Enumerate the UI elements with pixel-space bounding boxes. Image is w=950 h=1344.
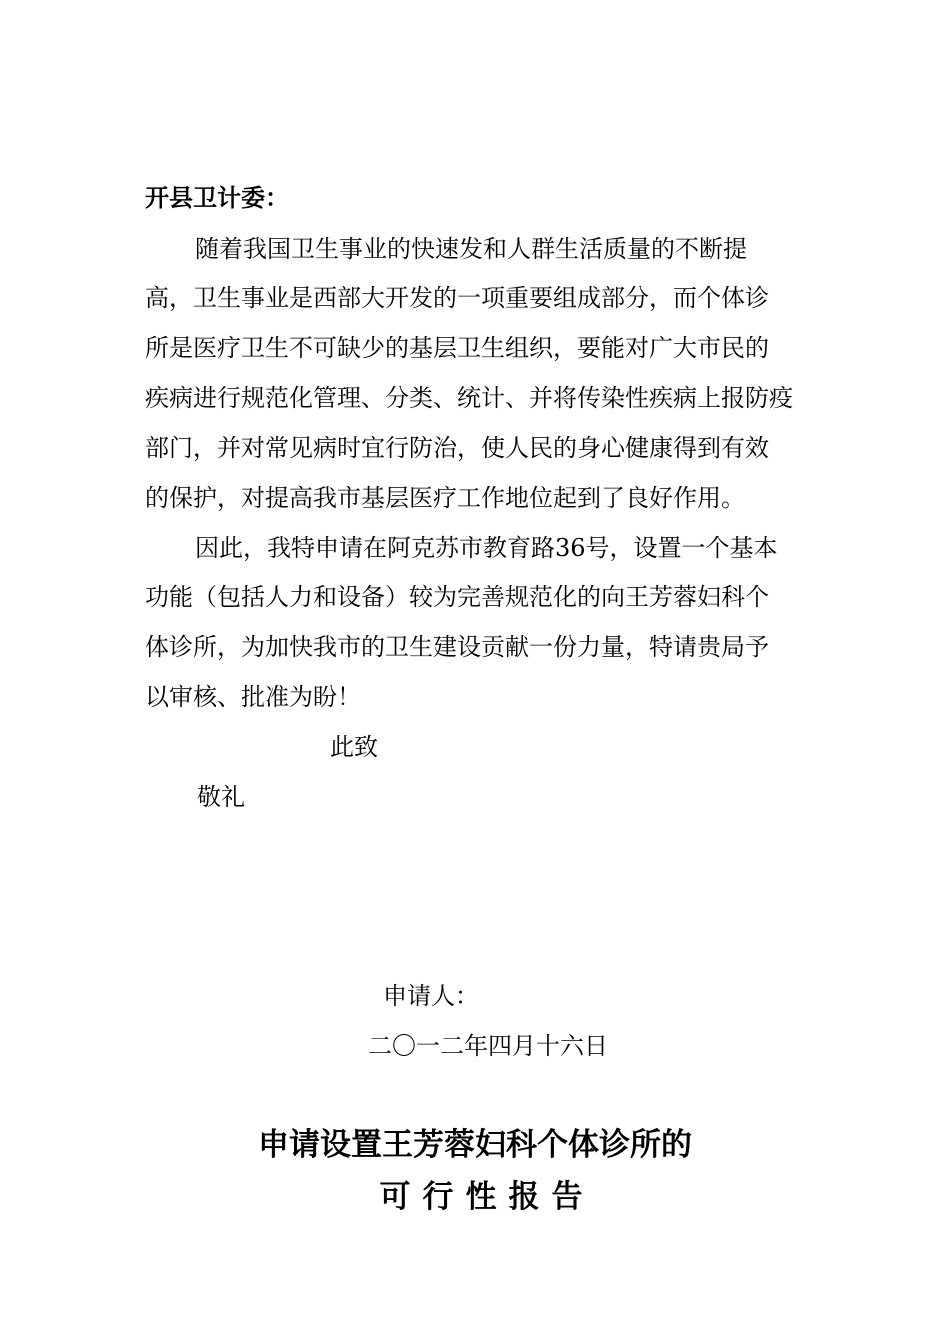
report-title-line-1: 申请设置王芳蓉妇科个体诊所的 [258, 1127, 692, 1163]
salutation: 开县卫计委： [145, 183, 289, 212]
paragraph-1-line-3: 所是医疗卫生不可缺少的基层卫生组织，要能对广大市民的 [145, 334, 769, 362]
paragraph-2-line-4: 以审核、批准为盼！ [145, 683, 361, 711]
paragraph-2-line-3: 体诊所，为加快我市的卫生建设贡献一份力量，特请贵局予 [145, 633, 769, 661]
paragraph-2-line-2: 功能（包括人力和设备）较为完善规范化的向王芳蓉妇科个 [145, 583, 769, 611]
letter-date: 二〇一二年四月十六日 [368, 1032, 608, 1060]
paragraph-2-line-1: 因此，我特申请在阿克苏市教育路36号，设置一个基本 [195, 534, 778, 562]
applicant-label: 申请人： [383, 982, 479, 1010]
paragraph-1-line-2: 高，卫生事业是西部大开发的一项重要组成部分，而个体诊 [145, 284, 769, 312]
paragraph-1-line-4: 疾病进行规范化管理、分类、统计、并将传染性疾病上报防疫 [145, 384, 793, 412]
paragraph-1-line-5: 部门，并对常见病时宜行防治，使人民的身心健康得到有效 [145, 434, 769, 462]
paragraph-1-line-1: 随着我国卫生事业的快速发和人群生活质量的不断提 [195, 235, 747, 263]
report-title-line-2: 可行性报告 [379, 1179, 595, 1215]
paragraph-1-line-6: 的保护，对提高我市基层医疗工作地位起到了良好作用。 [145, 484, 745, 512]
closing-cizhi: 此致 [330, 733, 378, 761]
closing-jingli: 敬礼 [197, 783, 245, 811]
